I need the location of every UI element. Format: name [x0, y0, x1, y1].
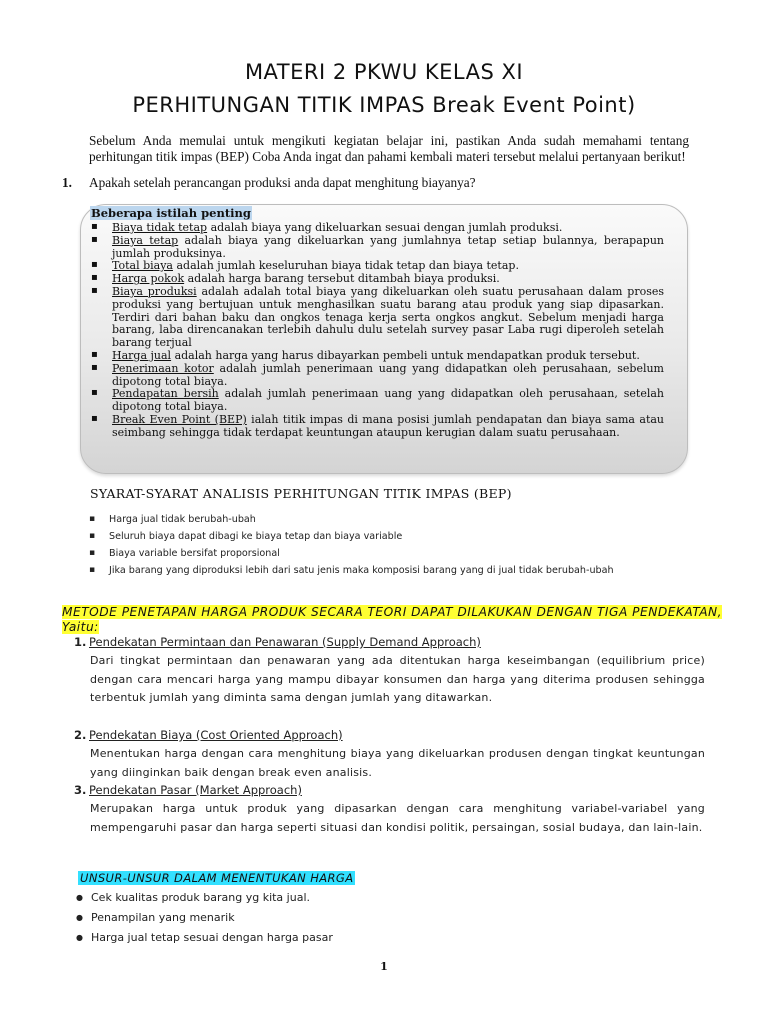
term-name: Harga jual	[112, 348, 172, 362]
metode-heading-text: METODE PENETAPAN HARGA PRODUK SECARA TEORI DAPAT DILAKUKAN DENGAN TIGA PENDEKATAN, Yaitu:	[62, 605, 723, 634]
list-item	[91, 388, 664, 414]
metode-heading	[62, 605, 727, 635]
term-name: Biaya produksi	[112, 284, 197, 298]
approach-1	[74, 635, 481, 649]
approach-number: 2.	[74, 728, 87, 742]
term-definition: adalah jumlah penerimaan uang yang didapatkan oleh perusahaan, setelah dipotong total biaya.	[112, 387, 664, 414]
document-title: MATERI 2 PKWU KELAS XI	[244, 60, 524, 84]
approach-label: Pendekatan Permintaan dan Penawaran (Supply Demand Approach)	[89, 635, 481, 649]
list-item: ▪ Jika barang yang diproduksi lebih dari satu jenis maka komposisi barang yang di jual tidak berubah-ubah	[89, 562, 729, 579]
page-number: 1	[380, 960, 388, 973]
intro-text: Sebelum Anda memulai untuk mengikuti kegiatan belajar ini, pastikan Anda sudah memahami tentang perhitungan titik impas (BEP) Coba Anda ingat dan pahami kembali materi tersebut melalui pertanyaan berikut!	[89, 133, 689, 164]
unsur-list	[76, 888, 333, 948]
question-1	[62, 175, 476, 191]
term-name: Biaya tidak tetap	[112, 221, 208, 234]
approach-2	[74, 728, 343, 742]
approach-3-description: Merupakan harga untuk produk yang dipasarkan dengan cara menghitung variabel-variabel yang mempengaruhi pasar dan harga seperti situasi dan kondisi politik, persaingan, sosial budaya, dan lain-lain.	[90, 802, 705, 834]
approach-3	[74, 783, 302, 797]
term-definition: adalah harga barang tersebut ditambah biaya produksi.	[184, 272, 500, 286]
list-item	[91, 235, 664, 261]
list-item: ● Harga jual tetap sesuai dengan harga pasar	[76, 928, 333, 948]
syarat-heading: SYARAT-SYARAT ANALISIS PERHITUNGAN TITIK IMPAS (BEP)	[90, 486, 512, 501]
list-item	[91, 286, 664, 350]
term-definition: adalah biaya yang dikeluarkan yang jumlahnya tetap setiap bulannya, berapapun jumlah produksinya.	[112, 233, 664, 260]
intro-paragraph	[89, 133, 689, 164]
term-name: Break Even Point (BEP)	[112, 412, 247, 426]
approach-number: 3.	[74, 783, 87, 797]
list-item: ● Cek kualitas produk barang yg kita jual.	[76, 888, 333, 908]
approach-2-description: Menentukan harga dengan cara menghitung biaya yang dikeluarkan produsen dengan tingkat keuntungan yang diinginkan baik dengan break even analisis.	[90, 747, 705, 779]
terms-list	[91, 222, 664, 440]
terms-box-title: Beberapa istilah penting	[91, 206, 251, 220]
question-text: Apakah setelah perancangan produksi anda dapat menghitung biayanya?	[89, 175, 476, 190]
term-definition: adalah jumlah keseluruhan biaya tidak tetap dan biaya tetap.	[173, 259, 519, 273]
term-definition: adalah harga yang harus dibayarkan pembeli untuk mendapatkan produk tersebut.	[171, 348, 640, 362]
term-name: Total biaya	[112, 259, 173, 273]
term-definition: adalah biaya yang dikeluarkan sesuai dengan jumlah produksi.	[207, 221, 563, 234]
list-item: ● Penampilan yang menarik	[76, 908, 333, 928]
term-name: Harga pokok	[112, 272, 185, 286]
list-item: ▪ Seluruh biaya dapat dibagi ke biaya tetap dan biaya variable	[89, 528, 729, 545]
approach-label: Pendekatan Biaya (Cost Oriented Approach)	[89, 728, 343, 742]
syarat-list	[89, 511, 729, 579]
term-definition: adalah jumlah penerimaan uang yang didapatkan oleh perusahaan, sebelum dipotong total biaya.	[112, 361, 664, 388]
term-name: Penerimaan kotor	[112, 361, 214, 375]
term-name: Biaya tetap	[112, 233, 179, 247]
term-name: Pendapatan bersih	[112, 387, 219, 401]
list-item	[91, 414, 664, 440]
unsur-heading: UNSUR-UNSUR DALAM MENENTUKAN HARGA	[80, 871, 354, 885]
approach-1-description: Dari tingkat permintaan dan penawaran yang ada ditentukan harga keseimbangan (equilibrium price) dengan cara mencari harga yang mampu dibayar konsumen dan harga yang diterima produsen sehingga terbentuk jumlah yang diminta sama dengan jumlah yang ditawarkan.	[90, 654, 705, 704]
list-item: ▪ Harga jual tidak berubah-ubah	[89, 511, 729, 528]
approach-label: Pendekatan Pasar (Market Approach)	[89, 783, 302, 797]
term-definition: adalah adalah total biaya yang dikeluarkan oleh suatu perusahaan dalam proses produksi yang bertujuan untuk menghasilkan suatu barang atau produk yang siap dipasarkan. Terdiri dari bahan baku dan ongkos tenaga kerja serta ongkos angkut. Sebelum menjadi harga barang, laba direncanakan terlebih dahulu dulu setelah survey pasar Laba rugi diperoleh setelah barang terjual	[112, 284, 664, 350]
list-item: ▪ Biaya variable bersifat proporsional	[89, 545, 729, 562]
list-item	[91, 363, 664, 389]
term-definition: ialah titik impas di mana posisi jumlah pendapatan dan biaya sama atau seimbang sehingga tidak terdapat keuntungan ataupun kerugian dalam suatu perusahaan.	[112, 412, 665, 439]
question-number: 1.	[62, 175, 72, 190]
document-subtitle: PERHITUNGAN TITIK IMPAS Break Event Point)	[132, 93, 636, 117]
approach-number: 1.	[74, 635, 87, 649]
